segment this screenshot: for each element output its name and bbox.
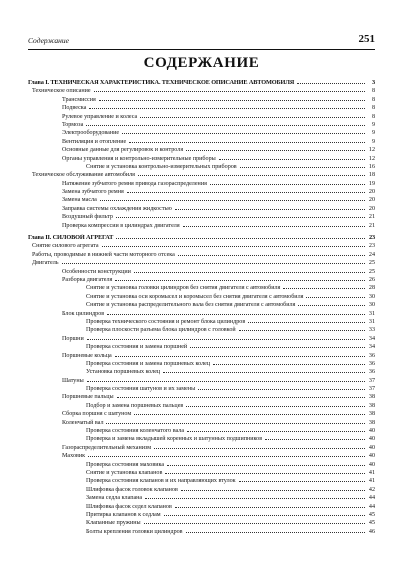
toc-entry-title: Проверка состояния шатунов и их замены (86, 386, 196, 393)
dot-leader (183, 226, 365, 227)
dot-leader (117, 397, 365, 398)
toc-entry (28, 393, 375, 401)
toc-entry-title: Воздушный фильтр (62, 214, 113, 221)
toc-entry-page: 30 (368, 302, 375, 309)
toc-entry-page: 45 (368, 511, 375, 518)
toc-entry-title: Техническое обслуживание автомобиля (32, 172, 135, 179)
dot-leader (87, 339, 365, 340)
toc-entry (28, 188, 375, 196)
toc-chapter-entry (28, 79, 375, 87)
toc-entry (28, 163, 375, 171)
toc-entry-title: Проверка состояния маховика (86, 461, 165, 468)
toc-entry (28, 435, 375, 443)
dot-leader (190, 347, 365, 348)
toc-entry-page: 12 (368, 155, 375, 162)
toc-entry-page: 21 (368, 222, 375, 229)
toc-entry-title: Маховик (62, 453, 86, 460)
toc-entry (28, 301, 375, 309)
dot-leader (283, 288, 365, 289)
dot-leader (116, 238, 365, 239)
dot-leader (134, 414, 365, 415)
toc-entry (28, 87, 375, 95)
dot-leader (239, 330, 365, 331)
toc-entry-title: Шатуны (62, 377, 84, 384)
dot-leader (88, 456, 365, 457)
toc-entry-page: 44 (368, 503, 375, 510)
toc-entry-page: 44 (368, 495, 375, 502)
dot-leader (115, 280, 365, 281)
toc-entry-page: 41 (368, 478, 375, 485)
dot-leader (297, 83, 365, 84)
toc-entry (28, 155, 375, 163)
toc-entry-page: 28 (368, 285, 375, 292)
toc-entry-page: 23 (369, 234, 375, 242)
toc-entry (28, 360, 375, 368)
toc-entry-title: Снятие и установка контрольно-измерительных приборов (86, 163, 237, 170)
toc-entry-title: Газораспределительный механизм (62, 444, 152, 451)
toc-entry (28, 410, 375, 418)
toc-entry-page: 30 (368, 293, 375, 300)
toc-entry-page: 40 (368, 461, 375, 468)
toc-entry-title: Электрооборудование (62, 130, 120, 137)
toc-entry-title: Снятие и установка клапанов (86, 469, 163, 476)
toc-entry (28, 104, 375, 112)
toc-entry-title: Вентиляция и отопление (62, 138, 127, 145)
toc-entry-title: Поршневые пальцы (62, 394, 114, 401)
toc-entry-title: Снятие и установка распределительного вала без снятия двигателя с автомобиля (86, 302, 296, 309)
toc-entry-title: Клапанные пружины (86, 520, 141, 527)
dot-leader (210, 184, 365, 185)
toc-entry-page: 34 (368, 344, 375, 351)
toc-entry-page: 19 (368, 180, 375, 187)
toc-entry (28, 284, 375, 292)
header-rule (28, 49, 375, 50)
toc-entry (28, 180, 375, 188)
toc-entry-title: Разборка двигателя (62, 276, 113, 283)
toc-entry-title: Коленчатый вал (62, 419, 104, 426)
toc-entry-page: 12 (368, 147, 375, 154)
toc-entry-page: 8 (371, 113, 375, 120)
dot-leader (187, 431, 365, 432)
toc-entry (28, 528, 375, 536)
toc-entry (28, 352, 375, 360)
toc-entry-title: Трансмиссия (62, 96, 96, 103)
dot-leader (116, 217, 365, 218)
toc-entry-page: 3 (372, 79, 375, 86)
toc-entry-page: 8 (371, 96, 375, 103)
toc-entry-page: 42 (368, 486, 375, 493)
toc-entry-page: 26 (368, 276, 375, 283)
toc-entry-title: Проверка состояния и замена поршневых колец (86, 360, 211, 367)
toc-entry-title: Глава I. ТЕХНИЧЕСКАЯ ХАРАКТЕРИСТИКА. ТЕХНИЧЕСКОЕ ОПИСАНИЕ АВТОМОБИЛЯ (28, 79, 295, 86)
dot-leader (213, 364, 365, 365)
dot-leader (219, 159, 365, 160)
dot-leader (127, 192, 365, 193)
toc-entry-title: Проверка плоскости разъема блока цилиндров с головкой (86, 327, 236, 334)
page-title: СОДЕРЖАНИЕ (143, 55, 260, 71)
toc-entry-title: Болты крепления головки цилиндров (86, 528, 183, 535)
dot-leader (265, 439, 365, 440)
dot-leader (298, 305, 365, 306)
dot-leader (164, 515, 365, 516)
dot-leader (178, 255, 365, 256)
toc-entry (28, 335, 375, 343)
toc-entry (28, 444, 375, 452)
toc-entry-title: Органы управления и контрольно-измерительные приборы (62, 155, 216, 162)
toc-entry-title: Особенности конструкции (62, 268, 131, 275)
toc-entry (28, 242, 375, 250)
toc-entry (28, 310, 375, 318)
dot-leader (134, 272, 365, 273)
toc-entry (28, 419, 375, 427)
dot-leader (306, 297, 365, 298)
toc-entry-page: 40 (368, 436, 375, 443)
toc-entry-title: Притирка клапанов к седлам (86, 511, 161, 518)
toc-entry (28, 402, 375, 410)
toc-entry-page: 20 (368, 189, 375, 196)
toc-entry (28, 146, 375, 154)
toc-entry-title: Шлифовка фасок седел клапанов (86, 503, 172, 510)
dot-leader (248, 322, 365, 323)
dot-leader (129, 142, 365, 143)
toc-entry (28, 461, 375, 469)
toc-entry-title: Замена масла (62, 197, 97, 204)
toc-entry-title: Установка поршневых колец (86, 369, 161, 376)
toc-entry-title: Замена зубчатого ремня (62, 189, 124, 196)
toc-entry-title: Проверка состояния клапанов и их направляющих втулок (86, 478, 236, 485)
table-of-contents (28, 79, 375, 536)
toc-entry-title: Снятие и установка оси коромысел и коромысел без снятия двигателя с автомобиля (86, 293, 304, 300)
toc-entry-page: 33 (368, 327, 375, 334)
running-header (28, 33, 375, 49)
toc-entry-page: 36 (368, 352, 375, 359)
toc-entry (28, 511, 375, 519)
toc-entry-page: 40 (368, 444, 375, 451)
toc-entry-page: 8 (371, 88, 375, 95)
toc-entry-page: 20 (368, 197, 375, 204)
toc-entry (28, 196, 375, 204)
header-section-title: Содержание (28, 36, 69, 45)
toc-entry (28, 121, 375, 129)
toc-entry-page: 34 (368, 335, 375, 342)
dot-leader (99, 100, 365, 101)
toc-entry (28, 222, 375, 230)
toc-entry-title: Поршневые кольца (62, 352, 112, 359)
toc-entry (28, 452, 375, 460)
dot-leader (175, 507, 365, 508)
dot-leader (87, 381, 365, 382)
toc-entry (28, 326, 375, 334)
dot-leader (186, 532, 365, 533)
toc-entry (28, 293, 375, 301)
toc-entry-title: Проверка компрессии в цилиндрах двигателя (62, 222, 180, 229)
dot-leader (165, 473, 365, 474)
toc-entry-title: Рулевое управление и колеса (62, 113, 138, 120)
toc-entry (28, 268, 375, 276)
toc-entry-title: Натяжение зубчатого ремня привода газораспределения (62, 180, 207, 187)
dot-leader (94, 91, 365, 92)
dot-leader (175, 209, 365, 210)
toc-entry (28, 519, 375, 527)
toc-entry (28, 113, 375, 121)
dot-leader (122, 133, 365, 134)
header-page-number: 251 (358, 33, 375, 45)
toc-entry-title: Заправка системы охлаждения жидкостью (62, 205, 172, 212)
toc-chapter-entry (28, 234, 375, 242)
dot-leader (154, 448, 365, 449)
toc-entry-title: Проверка состояния коленчатого вала (86, 428, 185, 435)
toc-entry (28, 318, 375, 326)
toc-entry-page: 31 (368, 310, 375, 317)
toc-entry-page: 38 (368, 419, 375, 426)
toc-entry (28, 469, 375, 477)
dot-leader (138, 175, 365, 176)
toc-entry-title: Двигатель (32, 260, 59, 267)
toc-entry-page: 16 (368, 163, 375, 170)
toc-entry-page: 37 (368, 386, 375, 393)
toc-entry-page: 45 (368, 520, 375, 527)
toc-entry-title: Замена седла клапана (86, 495, 143, 502)
toc-entry-title: Проверка и замена вкладышей коренных и шатунных подшипников (86, 436, 263, 443)
dot-leader (100, 200, 365, 201)
toc-entry (28, 213, 375, 221)
dot-leader (167, 465, 365, 466)
dot-leader (115, 356, 365, 357)
toc-entry-page: 8 (371, 105, 375, 112)
dot-leader (186, 406, 365, 407)
dot-leader (144, 523, 365, 524)
dot-leader (62, 263, 365, 264)
dot-leader (186, 150, 365, 151)
toc-entry-page: 25 (368, 268, 375, 275)
toc-entry-title: Снятие силового агрегата (32, 243, 99, 250)
toc-entry-page: 40 (368, 428, 375, 435)
toc-entry-page: 38 (368, 411, 375, 418)
toc-entry (28, 486, 375, 494)
toc-entry-title: Техническое описание (32, 88, 91, 95)
toc-entry (28, 205, 375, 213)
toc-entry-title: Подвеска (62, 105, 87, 112)
toc-entry-title: Основные данные для регулировок и контроля (62, 147, 184, 154)
toc-entry (28, 427, 375, 435)
dot-leader (107, 314, 365, 315)
toc-entry-page: 36 (368, 369, 375, 376)
toc-entry-page: 38 (368, 402, 375, 409)
toc-entry (28, 494, 375, 502)
toc-entry-page: 36 (368, 360, 375, 367)
toc-entry (28, 503, 375, 511)
toc-entry-page: 46 (368, 528, 375, 535)
toc-entry (28, 385, 375, 393)
toc-entry-page: 37 (368, 377, 375, 384)
toc-entry (28, 138, 375, 146)
dot-leader (89, 108, 365, 109)
toc-entry-page: 21 (368, 214, 375, 221)
toc-entry-page: 23 (368, 243, 375, 250)
dot-leader (145, 498, 365, 499)
toc-entry-page: 40 (368, 453, 375, 460)
toc-entry-page: 24 (368, 251, 375, 258)
toc-entry (28, 259, 375, 267)
toc-entry-title: Подбор и замена поршневых пальцев (86, 402, 184, 409)
toc-entry (28, 343, 375, 351)
toc-entry (28, 96, 375, 104)
toc-entry-title: Шлифовка фасок головок клапанов (86, 486, 178, 493)
dot-leader (239, 481, 365, 482)
toc-entry-title: Проверка состояния и замена поршней (86, 344, 188, 351)
toc-entry-page: 20 (368, 205, 375, 212)
toc-entry-title: Блок цилиндров (62, 310, 105, 317)
dot-leader (181, 490, 365, 491)
toc-entry (28, 368, 375, 376)
toc-entry-page: 41 (368, 469, 375, 476)
toc-entry-page: 38 (368, 394, 375, 401)
toc-entry-page: 9 (371, 130, 375, 137)
dot-leader (86, 125, 365, 126)
toc-entry-title: Глава II. СИЛОВОЙ АГРЕГАТ (28, 234, 114, 242)
toc-entry (28, 276, 375, 284)
toc-entry (28, 377, 375, 385)
toc-entry-title: Проверка технического состояния и ремонт блока цилиндров (86, 318, 246, 325)
toc-entry-page: 31 (368, 318, 375, 325)
toc-entry (28, 171, 375, 179)
toc-entry-title: Снятие и установка головки цилиндров без снятия двигателя с автомобиля (86, 285, 281, 292)
toc-entry (28, 129, 375, 137)
dot-leader (240, 167, 365, 168)
toc-entry-page: 9 (371, 121, 375, 128)
toc-entry-page: 18 (368, 172, 375, 179)
toc-entry-title: Сборка поршня с шатуном (62, 411, 132, 418)
dot-leader (102, 246, 365, 247)
toc-entry-title: Поршни (62, 335, 84, 342)
toc-entry-title: Тормоза (62, 121, 84, 128)
toc-entry-page: 9 (371, 138, 375, 145)
toc-entry-title: Работы, проводимые в нижней части моторного отсека (32, 251, 175, 258)
toc-entry (28, 477, 375, 485)
toc-entry (28, 251, 375, 259)
dot-leader (163, 372, 365, 373)
dot-leader (140, 117, 365, 118)
toc-entry-page: 25 (368, 260, 375, 267)
dot-leader (198, 389, 365, 390)
dot-leader (106, 423, 365, 424)
